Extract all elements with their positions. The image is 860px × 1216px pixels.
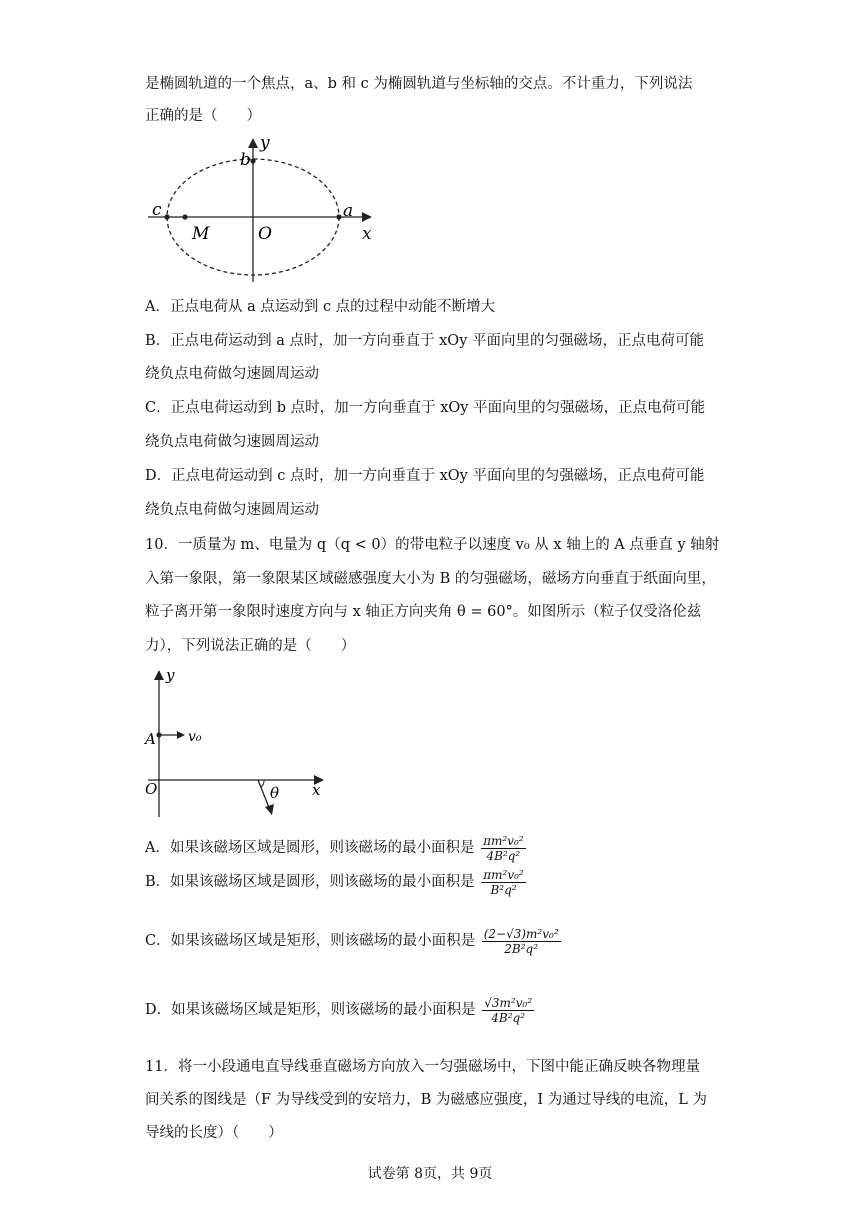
q9-ellipse-figure [140,132,385,287]
label-b: b [240,150,251,170]
label-y: y [260,133,270,153]
q10-option-b [145,866,526,898]
numerator: √3m²v₀² [484,995,533,1010]
numerator: πm²v₀² [483,867,524,882]
q9-option-b-line1: B．正点电荷运动到 a 点时，加一方向垂直于 xOy 平面向里的匀强磁场，正点电荷可能 [145,333,704,349]
fraction [481,834,525,863]
label-a: a [343,201,354,221]
numerator: πm²v₀² [483,833,524,848]
q10-stem-line4: 力），下列说法正确的是（ ） [145,638,356,654]
q10-option-a-text: A．如果该磁场区域是圆形，则该磁场的最小面积是 [145,840,475,856]
label-x: x [312,781,321,799]
q10-option-a [145,832,526,864]
q10-stem-line1: 10．一质量为 m、电量为 q（q < 0）的带电粒子以速度 v₀ 从 x 轴上的 A 点垂直 y 轴射 [145,537,720,553]
label-x: x [362,224,372,244]
label-O: O [145,780,158,798]
q9-option-d-line2: 绕负点电荷做匀速圆周运动 [145,502,319,518]
label-A: A [145,730,156,748]
page-footer: 试卷第 8页，共 9页 [367,1166,493,1182]
q10-option-d-text: D．如果该磁场区域是矩形，则该磁场的最小面积是 [145,1002,476,1018]
q9-stem-line1: 是椭圆轨道的一个焦点，a、b 和 c 为椭圆轨道与坐标轴的交点。不计重力，下列说法 [145,76,693,92]
numerator: (2−√3)m²v₀² [483,926,559,941]
denominator: 2B²q² [504,941,539,956]
label-O: O [258,224,272,244]
q10-axis-figure [140,662,340,822]
fraction [482,927,561,956]
q10-option-c-text: C．如果该磁场区域是矩形，则该磁场的最小面积是 [145,933,476,949]
q10-stem-line2: 入第一象限，第一象限某区域磁感强度大小为 B 的匀强磁场，磁场方向垂直于纸面向里， [145,571,716,587]
fraction [481,868,525,897]
q9-option-d-line1: D．正点电荷运动到 c 点时，加一方向垂直于 xOy 平面向里的匀强磁场，正点电荷可能 [145,468,705,484]
q9-option-b-line2: 绕负点电荷做匀速圆周运动 [145,366,319,382]
label-v0: v₀ [188,729,202,745]
denominator: 4B²q² [486,848,521,863]
q11-stem-line3: 导线的长度）（ ） [145,1125,283,1141]
q9-stem-line2: 正确的是（ ） [145,108,261,124]
q10-option-d [145,994,534,1026]
label-c: c [152,200,162,220]
q9-option-c-line1: C．正点电荷运动到 b 点时，加一方向垂直于 xOy 平面向里的匀强磁场，正点电荷可能 [145,400,706,416]
q10-option-b-text: B．如果该磁场区域是圆形，则该磁场的最小面积是 [145,874,475,890]
denominator: 4B²q² [491,1010,526,1025]
q11-stem-line1: 11．将一小段通电直导线垂直磁场方向放入一匀强磁场中，下图中能正确反映各物理量 [145,1059,700,1075]
q10-stem-line3: 粒子离开第一象限时速度方向与 x 轴正方向夹角 θ = 60°。如图所示（粒子仅受洛伦兹 [145,604,702,620]
fraction [482,996,534,1025]
q11-stem-line2: 间关系的图线是（F 为导线受到的安培力，B 为磁感应强度，I 为通过导线的电流，L 为 [145,1092,708,1108]
denominator: B²q² [490,882,517,897]
q9-option-a: A．正点电荷从 a 点运动到 c 点的过程中动能不断增大 [145,299,496,315]
q10-option-c [145,925,561,957]
label-theta: θ [270,784,280,802]
label-y: y [166,666,175,684]
label-M: M [192,224,210,244]
q9-option-c-line2: 绕负点电荷做匀速圆周运动 [145,434,319,450]
